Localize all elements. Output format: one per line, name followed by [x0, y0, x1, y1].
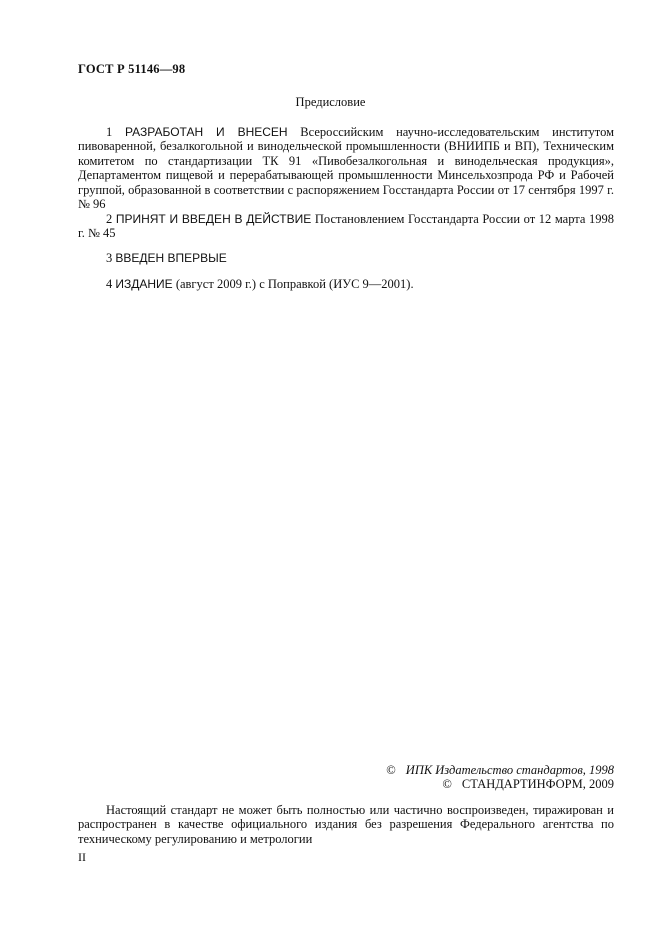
foreword-item-1	[78, 125, 614, 211]
item-text: Постановлением Госстандарта России от 12 марта 1998 г. № 45	[78, 212, 615, 241]
copyright-line-1	[386, 763, 614, 777]
copyright-publisher-1: ИПК Издательство стандартов, 1998	[405, 763, 614, 777]
foreword-item-2	[78, 212, 614, 241]
copyright-symbol: ©	[442, 777, 452, 792]
item-number: 2	[106, 212, 113, 226]
item-text: (август 2009 г.) с Поправкой (ИУС 9—2001).	[175, 277, 414, 291]
document-number: ГОСТ Р 51146—98	[78, 62, 186, 76]
reproduction-notice: Настоящий стандарт не может быть полностью или частично воспроизведен, тиражирован и распространен в качестве официального издания без разрешения Федерального агентства по техническому регулированию и метрологии	[78, 803, 614, 846]
foreword-item-4	[78, 277, 614, 291]
copyright-block	[386, 763, 614, 792]
page-number: II	[78, 850, 86, 864]
copyright-line-2	[386, 777, 614, 791]
item-heading: ПРИНЯТ И ВВЕДЕН В ДЕЙСТВИЕ	[115, 212, 312, 226]
item-heading: ВВЕДЕН ВПЕРВЫЕ	[115, 251, 227, 265]
copyright-publisher-2: СТАНДАРТИНФОРМ, 2009	[461, 777, 614, 792]
item-heading: РАЗРАБОТАН И ВНЕСЕН	[124, 125, 288, 139]
foreword-item-3	[78, 251, 614, 265]
item-number: 4	[106, 277, 113, 291]
item-text: Всероссийским научно-исследовательским институтом пивоваренной, безалкогольной и винодельческой промышленности (ВНИИПБ и ВП), Техническим комитетом по стандартизации ТК 91 «Пивобезалкогольная и винодельческая продукция», Департаментом пищевой и перерабатывающей промышленности Минсельхозпрода РФ и Рабочей группой, образованной в соответствии с распоряжением Госстандарта России от 17 сентября 1997 г. № 96	[78, 125, 615, 212]
item-number: 1	[106, 125, 113, 139]
foreword-title: Предисловие	[295, 95, 366, 109]
item-heading: ИЗДАНИЕ	[115, 277, 173, 291]
copyright-symbol: ©	[386, 763, 396, 777]
item-number: 3	[106, 251, 113, 265]
